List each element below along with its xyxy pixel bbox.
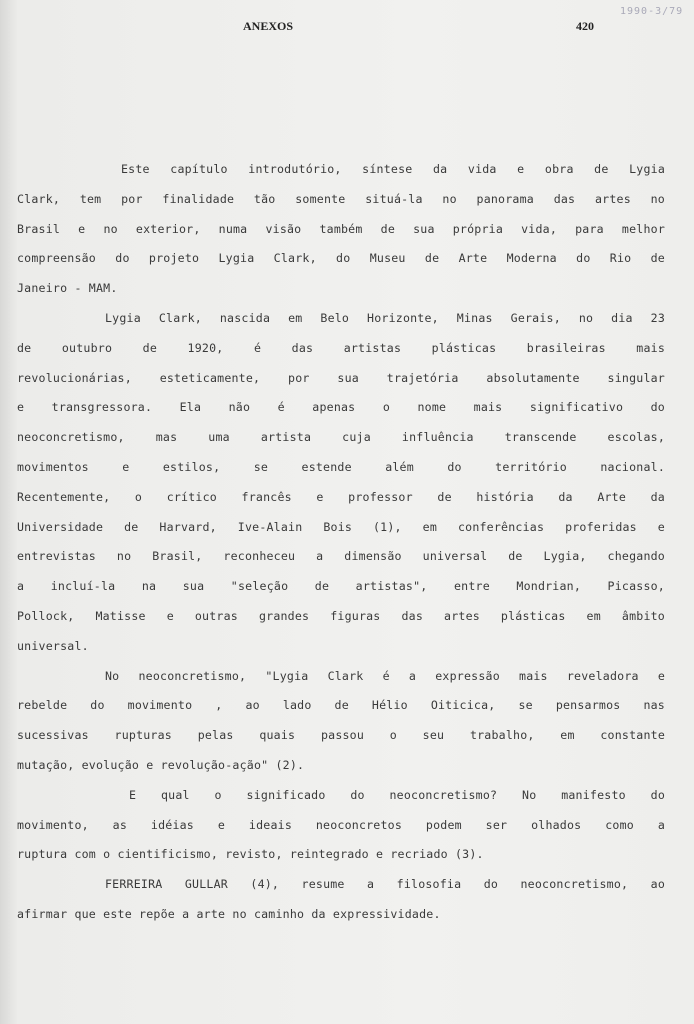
text-line: afirmar que este repõe a arte no caminho da expressividade. bbox=[17, 906, 441, 921]
paragraph-biography bbox=[17, 304, 665, 662]
archive-mark: 1990-3/79 bbox=[620, 6, 684, 17]
running-header: ANEXOS bbox=[243, 19, 294, 33]
text-line: a incluí-la na sua "seleção de artistas", entre Mondrian, Picasso, bbox=[17, 579, 665, 594]
text-line: revolucionárias, esteticamente, por sua trajetória absolutamente singular bbox=[17, 370, 665, 385]
text-line: mutação, evolução e revolução-ação" (2). bbox=[17, 757, 305, 772]
text-line: Lygia Clark, nascida em Belo Horizonte, Minas Gerais, no dia 23 bbox=[105, 310, 665, 325]
text-line: Janeiro - MAM. bbox=[17, 281, 118, 296]
page-number: 420 bbox=[576, 19, 594, 33]
text-line: E qual o significado do neoconcretismo? No manifesto do bbox=[129, 787, 665, 802]
text-line: movimentos e estilos, se estende além do território nacional. bbox=[17, 459, 665, 474]
text-line: Recentemente, o crítico francês e professor de história da Arte da bbox=[17, 489, 665, 504]
text-line: movimento, as idéias e ideais neoconcretos podem ser olhados como a bbox=[17, 817, 665, 832]
text-line: neoconcretismo, mas uma artista cuja influência transcende escolas, bbox=[17, 430, 665, 445]
text-line: sucessivas rupturas pelas quais passou o seu trabalho, em constante bbox=[17, 728, 665, 743]
text-line: e transgressora. Ela não é apenas o nome mais significativo do bbox=[17, 400, 665, 415]
text-line: rebelde do movimento , ao lado de Hélio Oiticica, se pensarmos nas bbox=[17, 698, 665, 713]
text-line: Brasil e no exterior, numa visão também de sua própria vida, para melhor bbox=[17, 221, 665, 236]
text-line: FERREIRA GULLAR (4), resume a filosofia do neoconcretismo, ao bbox=[105, 877, 665, 892]
text-line: Este capítulo introdutório, síntese da vida e obra de Lygia bbox=[121, 162, 665, 176]
text-line: No neoconcretismo, "Lygia Clark é a expressão mais reveladora e bbox=[105, 668, 665, 683]
paragraph-gullar bbox=[17, 870, 665, 930]
text-line: ruptura com o cientificismo, revisto, reintegrado e recriado (3). bbox=[17, 847, 484, 862]
text-line: de outubro de 1920, é das artistas plásticas brasileiras mais bbox=[17, 340, 665, 355]
text-line: entrevistas no Brasil, reconheceu a dimensão universal de Lygia, chegando bbox=[17, 549, 665, 564]
text-line: universal. bbox=[17, 638, 89, 653]
paragraph-neoconcretism bbox=[17, 662, 665, 781]
paragraph-intro bbox=[17, 155, 665, 304]
text-line: Universidade de Harvard, Ive-Alain Bois (1), em conferências proferidas e bbox=[17, 519, 665, 534]
text-line: Pollock, Matisse e outras grandes figuras das artes plásticas em âmbito bbox=[17, 608, 665, 623]
body-text bbox=[17, 155, 665, 930]
text-line: compreensão do projeto Lygia Clark, do Museu de Arte Moderna do Rio de bbox=[17, 251, 665, 266]
paragraph-question bbox=[17, 781, 665, 870]
text-line: Clark, tem por finalidade tão somente situá-la no panorama das artes no bbox=[17, 191, 665, 206]
